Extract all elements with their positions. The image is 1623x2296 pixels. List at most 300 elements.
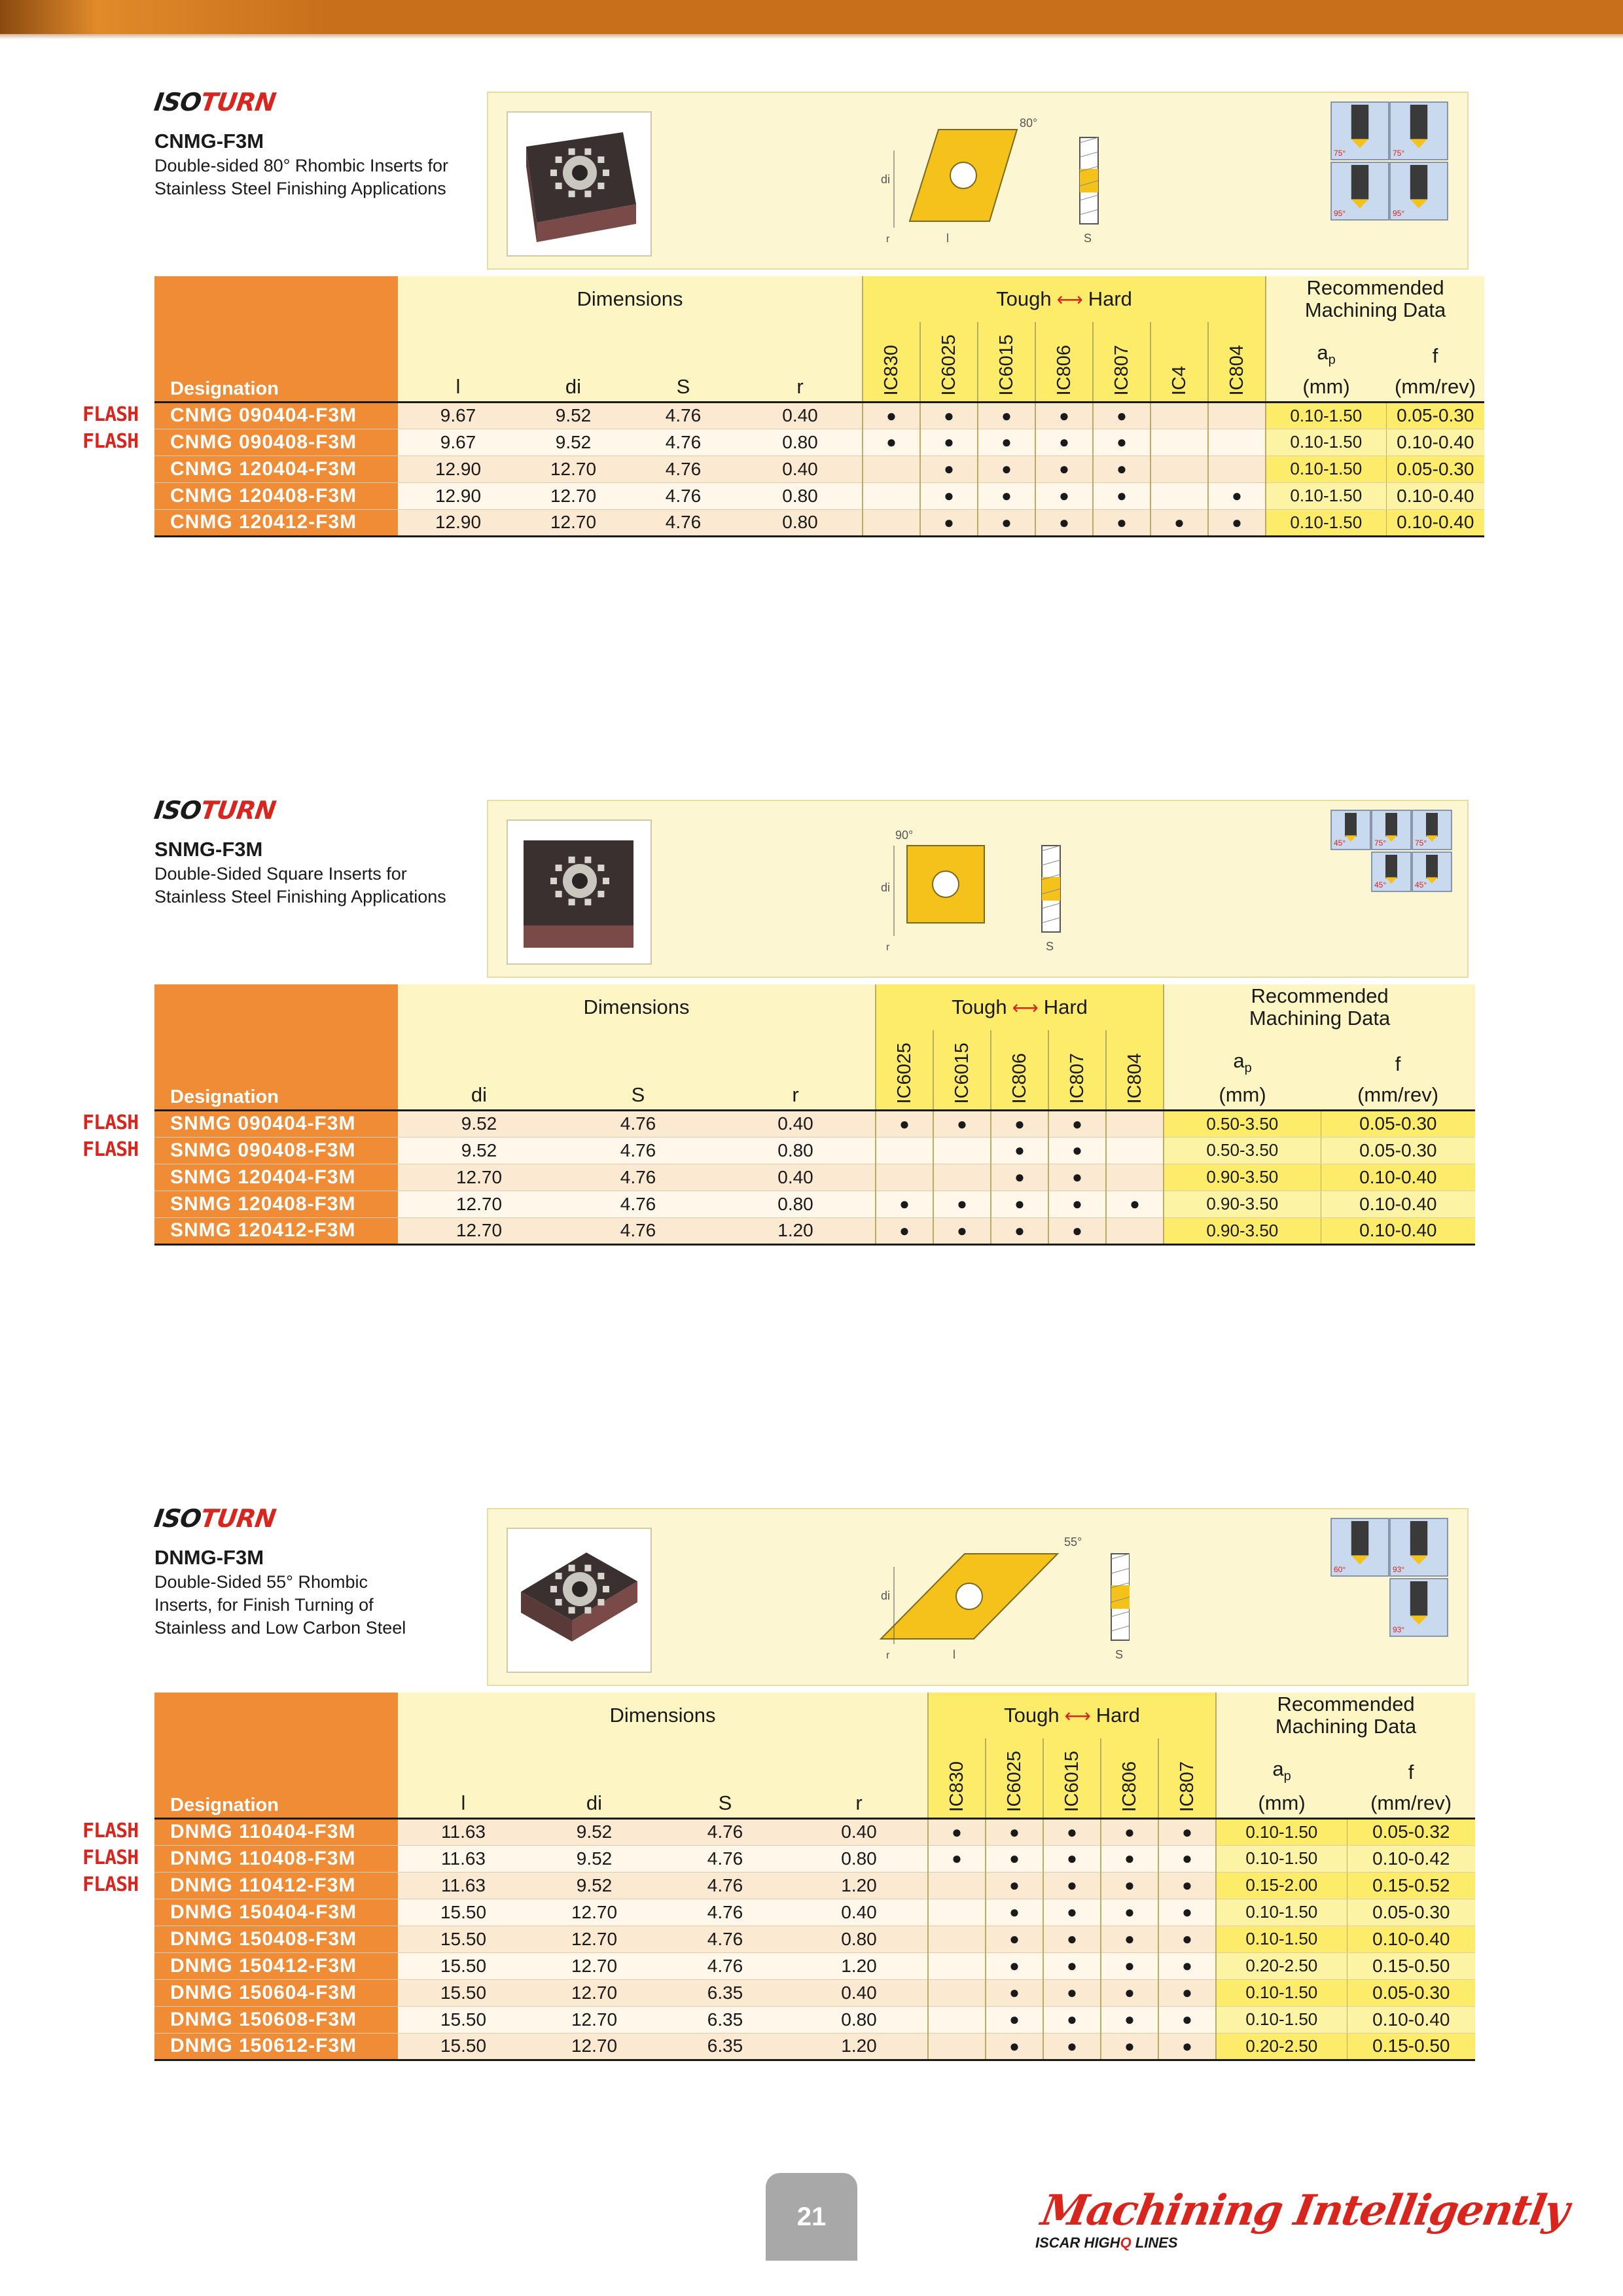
designation-value: DNMG 150612-F3M [170,2035,357,2056]
insert-section [0,796,1623,1450]
designation-cell [154,1872,398,1899]
logo-turn: TURN [198,88,277,117]
dimension-cell [791,2006,928,2033]
ap-cell [1164,1137,1321,1164]
drawing-angle-label: 80° [1020,117,1038,130]
designation-value: DNMG 110408-F3M [170,1847,356,1869]
insert-description [154,154,495,200]
available-dot-icon: ● [1124,1982,1135,2002]
dimensions-spacer [398,1030,876,1076]
tough-hard-arrow-icon: ⟷ [1064,1706,1091,1726]
dimension-value: 15.50 [440,1955,487,1976]
dimension-value: 12.70 [571,1955,618,1976]
table-row [154,429,1484,456]
table-row [154,1110,1475,1137]
dimension-cell [660,1979,791,2006]
ap-unit-label: (mm) [1219,1083,1266,1106]
grade-header [1150,322,1208,402]
grade-availability-cell [1106,1110,1164,1137]
ap-value: 0.90-3.50 [1206,1220,1279,1240]
grade-availability-cell [928,2033,986,2060]
ap-header [1216,1738,1347,1784]
isoturn-logo [154,1504,298,1533]
dimension-cell [660,1872,791,1899]
tough-hard-arrow-icon: ⟷ [1056,289,1083,310]
ap-unit-label: (mm) [1302,374,1350,398]
grade-header [986,1738,1043,1818]
grade-availability-cell [1208,509,1266,536]
ap-value: 0.15-2.00 [1245,1875,1318,1895]
grade-availability-cell [876,1191,933,1217]
grade-header [991,1030,1048,1110]
grade-header [1043,1738,1101,1818]
dimension-cell [791,1899,928,1926]
dimension-column-label: di [471,1083,488,1106]
f-value: 0.10-0.40 [1397,485,1474,506]
available-dot-icon: ● [899,1113,910,1134]
available-dot-icon: ● [1124,1929,1135,1948]
f-cell [1321,1137,1475,1164]
grade-label: IC6015 [996,334,1018,396]
dimension-cell [398,1872,529,1899]
dimension-cell [398,1137,560,1164]
dimension-value: 12.70 [550,485,597,506]
grade-availability-cell [978,429,1035,456]
dimension-value: 1.20 [841,1955,877,1976]
dimension-cell [716,1191,876,1217]
dimension-value: 6.35 [707,2036,743,2056]
available-dot-icon: ● [1067,1821,1077,1842]
grade-availability-cell [1043,1926,1101,1952]
drawing-s-label: S [1084,232,1092,245]
f-cell [1347,1926,1475,1952]
available-dot-icon: ● [1001,405,1012,425]
dimension-cell [791,1872,928,1899]
insert-section [0,1504,1623,2159]
available-dot-icon: ● [1014,1113,1025,1134]
hard-label: Hard [1096,1704,1140,1727]
f-unit-label: (mm/rev) [1395,374,1476,398]
insert-photo [507,1528,652,1673]
grade-availability-cell [876,1217,933,1244]
grade-availability-cell [1101,1952,1158,1979]
insert-info-panel [487,92,1469,270]
ap-value: 0.50-3.50 [1206,1140,1279,1160]
f-cell [1347,2033,1475,2060]
grade-availability-cell [1048,1164,1106,1191]
isoturn-logo [154,796,298,825]
designation-cell [154,1217,398,1244]
insert-section [0,88,1623,742]
table-row [154,402,1484,429]
dimension-value: 4.76 [620,1193,656,1214]
grade-availability-cell [1101,1926,1158,1952]
dimension-value: 9.52 [576,1821,613,1842]
table-row [154,1872,1475,1899]
designation-cell [154,1926,398,1952]
designation-value: CNMG 120404-F3M [170,457,357,480]
grade-availability-cell [1150,429,1208,456]
dimension-value: 4.76 [665,512,702,532]
grade-availability-cell [1150,456,1208,482]
ap-cell [1216,1952,1347,1979]
drawing-angle-label: 90° [895,829,914,842]
dimension-cell [398,1217,560,1244]
grade-header [1093,322,1150,402]
dimension-value: 15.50 [440,1901,487,1922]
available-dot-icon: ● [1009,1982,1020,2002]
ap-value: 0.20-2.50 [1245,1956,1318,1975]
ap-unit-header [1164,1076,1321,1110]
grade-label: IC807 [1177,1761,1198,1812]
dimension-cell [529,1979,660,2006]
f-header [1347,1738,1475,1784]
grade-availability-cell [1101,1899,1158,1926]
f-value: 0.15-0.50 [1372,2036,1450,2056]
f-value: 0.05-0.30 [1397,405,1474,425]
grade-availability-cell [1158,1845,1216,1872]
insert-spec-table [154,984,1475,1246]
grade-availability-cell [978,482,1035,509]
grade-availability-cell [986,1899,1043,1926]
available-dot-icon: ● [1014,1220,1025,1240]
ap-header [1266,322,1386,368]
f-cell [1321,1191,1475,1217]
dimension-value: 12.90 [435,458,482,479]
grade-availability-cell [986,1845,1043,1872]
tough-label: Tough [996,287,1052,310]
f-cell [1386,402,1484,429]
recommended-header [1164,984,1475,1030]
available-dot-icon: ● [1067,1848,1077,1868]
f-value: 0.05-0.30 [1359,1113,1437,1134]
dimension-value: 12.90 [435,485,482,506]
ap-cell [1266,482,1386,509]
table-row [154,1952,1475,1979]
designation-value: DNMG 150412-F3M [170,1954,357,1977]
drawing-r-label: r [886,942,890,953]
available-dot-icon: ● [1009,1902,1020,1922]
grade-availability-cell [1093,482,1150,509]
dimension-cell [791,1979,928,2006]
grade-availability-cell [991,1137,1048,1164]
grade-availability-cell [1093,402,1150,429]
dimension-column-header [716,1076,876,1110]
f-value: 0.10-0.40 [1359,1193,1437,1214]
dimension-cell [628,482,738,509]
drawing-s-label: S [1046,940,1054,953]
dimension-value: 9.52 [461,1139,497,1160]
grade-availability-cell [1158,1872,1216,1899]
dimension-value: 4.76 [707,1928,743,1949]
logo-turn: TURN [198,1504,277,1533]
f-value: 0.15-0.50 [1372,1955,1450,1976]
dimension-value: 11.63 [441,1821,486,1842]
dimension-cell [398,1845,529,1872]
available-dot-icon: ● [886,432,897,452]
grade-availability-cell [1043,1899,1101,1926]
designation-value: CNMG 120412-F3M [170,511,357,533]
grade-availability-cell [1035,456,1093,482]
grade-availability-cell [986,1979,1043,2006]
designation-cell [154,1137,398,1164]
ap-cell [1164,1110,1321,1137]
dimension-cell [716,1217,876,1244]
table-row [154,2033,1475,2060]
grade-availability-cell [1043,1979,1101,2006]
table-row [154,1137,1475,1164]
ap-value: 0.10-1.50 [1290,512,1363,532]
dimension-value: 0.40 [841,1982,877,2003]
grade-header [933,1030,991,1110]
ap-value: 0.20-2.50 [1245,2036,1318,2056]
available-dot-icon: ● [1072,1113,1082,1134]
grade-header [1035,322,1093,402]
dimension-column-header [628,368,738,402]
recommended-line1: Recommended [1277,1693,1415,1715]
dimension-value: 4.76 [665,405,702,425]
ap-cell [1266,509,1386,536]
available-dot-icon: ● [1067,1956,1077,1975]
dimension-column-label: l [461,1791,466,1814]
dimension-column-header [738,368,863,402]
dimension-value: 0.40 [841,1821,877,1842]
available-dot-icon: ● [1174,512,1185,532]
ap-cell [1266,429,1386,456]
dimension-cell [791,1845,928,1872]
f-unit-header [1386,368,1484,402]
available-dot-icon: ● [1067,1902,1077,1922]
dimension-column-header [398,368,518,402]
dimension-cell [560,1110,716,1137]
dimension-value: 12.70 [455,1166,503,1187]
tough-hard-arrow-icon: ⟷ [1012,997,1039,1018]
grade-availability-cell [876,1164,933,1191]
designation-value: DNMG 150408-F3M [170,1928,357,1950]
table-row [154,456,1484,482]
grade-availability-cell [986,1818,1043,1845]
available-dot-icon: ● [1124,2036,1135,2056]
designation-cell [154,1979,398,2006]
grade-availability-cell [986,1872,1043,1899]
grade-availability-cell [1106,1191,1164,1217]
dimension-cell [398,1979,529,2006]
grade-label: IC807 [1067,1053,1088,1104]
drawing-di-label: di [881,1589,891,1602]
dimension-cell [660,1845,791,1872]
f-value: 0.10-0.40 [1372,2009,1450,2030]
available-dot-icon: ● [1009,1929,1020,1948]
tagline [1035,2234,1178,2251]
dimension-value: 4.76 [620,1113,656,1134]
insert-code: CNMG-F3M [154,130,264,152]
available-dot-icon: ● [944,405,954,425]
dimension-value: 9.52 [461,1113,497,1134]
description-line: Double-Sided 55° Rhombic [154,1572,368,1592]
table-row [154,509,1484,536]
flash-badge: FLASH [82,1846,139,1869]
available-dot-icon: ● [1124,1902,1135,1922]
dimension-cell [660,1899,791,1926]
recommended-header [1216,1693,1475,1738]
dimension-cell [398,2033,529,2060]
ap-unit-header [1266,368,1386,402]
dimension-cell [560,1217,716,1244]
dimension-cell [529,1899,660,1926]
recommended-line2: Machining Data [1304,298,1446,321]
available-dot-icon: ● [1059,405,1069,425]
grade-availability-cell [986,1952,1043,1979]
grade-label: IC806 [1009,1053,1031,1104]
dimension-cell [398,482,518,509]
available-dot-icon: ● [1014,1194,1025,1213]
dimensions-header [398,276,863,322]
grade-availability-cell [863,482,920,509]
grade-availability-cell [991,1217,1048,1244]
dimension-value: 9.52 [555,405,592,425]
dimension-value: 12.70 [550,512,597,532]
available-dot-icon: ● [1182,2036,1192,2056]
table-row [154,482,1484,509]
ap-sub-label: p [1244,1061,1252,1075]
dimensions-header-label: Dimensions [577,287,683,310]
dimensions-spacer [398,322,863,368]
dimension-cell [529,2033,660,2060]
grade-label: IC804 [1124,1053,1146,1104]
dimension-cell [738,482,863,509]
flash-badge: FLASH [82,1820,139,1842]
dimension-value: 12.70 [571,2009,618,2030]
designation-value: CNMG 090404-F3M [170,404,357,426]
designation-value: CNMG 120408-F3M [170,484,357,507]
ap-value: 0.10-1.50 [1290,405,1363,425]
grade-label: IC6025 [1004,1750,1026,1812]
grade-availability-cell [1101,1818,1158,1845]
application-icons [1330,1517,1461,1648]
dimension-cell [518,402,628,429]
grade-availability-cell [1106,1217,1164,1244]
dimension-value: 11.63 [441,1874,486,1895]
recommended-line2: Machining Data [1249,1007,1391,1030]
dimensions-spacer [398,1738,928,1784]
application-angle-label: 95° [1334,209,1346,218]
dimension-value: 4.76 [707,1955,743,1976]
f-unit-header [1347,1784,1475,1818]
grade-availability-cell [1101,2006,1158,2033]
tough-hard-header [928,1693,1216,1738]
dimension-cell [628,429,738,456]
dimension-column-label: S [718,1791,732,1814]
grade-availability-cell [978,402,1035,429]
grade-availability-cell [920,429,978,456]
grade-availability-cell [1043,1952,1101,1979]
grade-availability-cell [876,1110,933,1137]
grade-availability-cell [1150,482,1208,509]
grade-availability-cell [933,1217,991,1244]
f-cell [1347,1899,1475,1926]
grade-label: IC6015 [952,1042,973,1104]
available-dot-icon: ● [1182,2009,1192,2029]
available-dot-icon: ● [1072,1167,1082,1187]
designation-cell [154,1818,398,1845]
dimension-column-label: di [565,374,582,398]
ap-label: a [1317,340,1329,364]
available-dot-icon: ● [1124,1821,1135,1842]
dimensions-header [398,1693,928,1738]
grade-availability-cell [986,2006,1043,2033]
dimension-value: 4.76 [707,1821,743,1842]
grade-availability-cell [920,482,978,509]
grade-header [928,1738,986,1818]
dimension-value: 4.76 [707,1874,743,1895]
available-dot-icon: ● [952,1821,962,1842]
available-dot-icon: ● [1124,1956,1135,1975]
dimension-value: 0.40 [782,405,818,425]
dimensions-header [398,984,876,1030]
f-value: 0.10-0.40 [1372,1928,1450,1949]
f-unit-header [1321,1076,1475,1110]
dimension-value: 0.80 [782,512,818,532]
page-number: 21 [766,2173,857,2261]
grade-label: IC6015 [1061,1750,1083,1812]
tough-hard-header [863,276,1266,322]
insert-description [154,1571,495,1640]
dimension-column-label: di [586,1791,603,1814]
available-dot-icon: ● [957,1194,967,1213]
hard-label: Hard [1088,287,1132,310]
ap-value: 0.10-1.50 [1245,2009,1318,2029]
designation-header-label: Designation [170,1794,279,1816]
grade-availability-cell [1101,1979,1158,2006]
dimension-cell [398,1899,529,1926]
f-cell [1347,2006,1475,2033]
grade-header [1048,1030,1106,1110]
ap-value: 0.10-1.50 [1290,432,1363,452]
designation-cell [154,1191,398,1217]
grade-label: IC807 [1111,345,1133,396]
available-dot-icon: ● [1009,1956,1020,1975]
application-angle-label: 60° [1334,1565,1346,1574]
dimension-cell [560,1164,716,1191]
application-angle-label: 75° [1415,838,1427,848]
grade-availability-cell [1043,1872,1101,1899]
dimension-cell [791,1952,928,1979]
ap-cell [1164,1217,1321,1244]
description-line: Double-Sided Square Inserts for [154,864,407,884]
ap-cell [1216,1899,1347,1926]
f-cell [1321,1110,1475,1137]
grade-label: IC804 [1226,345,1248,396]
dimension-value: 15.50 [440,1928,487,1949]
dimension-value: 0.80 [782,485,818,506]
ap-unit-header [1216,1784,1347,1818]
grade-availability-cell [1158,1899,1216,1926]
grade-availability-cell [1048,1137,1106,1164]
flash-badge: FLASH [82,1111,139,1134]
ap-value: 0.10-1.50 [1290,486,1363,505]
dimension-cell [398,429,518,456]
dimension-cell [738,509,863,536]
dimension-column-label: r [796,374,804,398]
grade-availability-cell [1093,429,1150,456]
grade-availability-cell [978,456,1035,482]
grade-availability-cell [1093,456,1150,482]
dimension-value: 0.80 [841,1928,877,1949]
designation-cell [154,509,398,536]
dimension-value: 0.80 [841,1848,877,1869]
grade-header [1101,1738,1158,1818]
ap-cell [1216,1818,1347,1845]
